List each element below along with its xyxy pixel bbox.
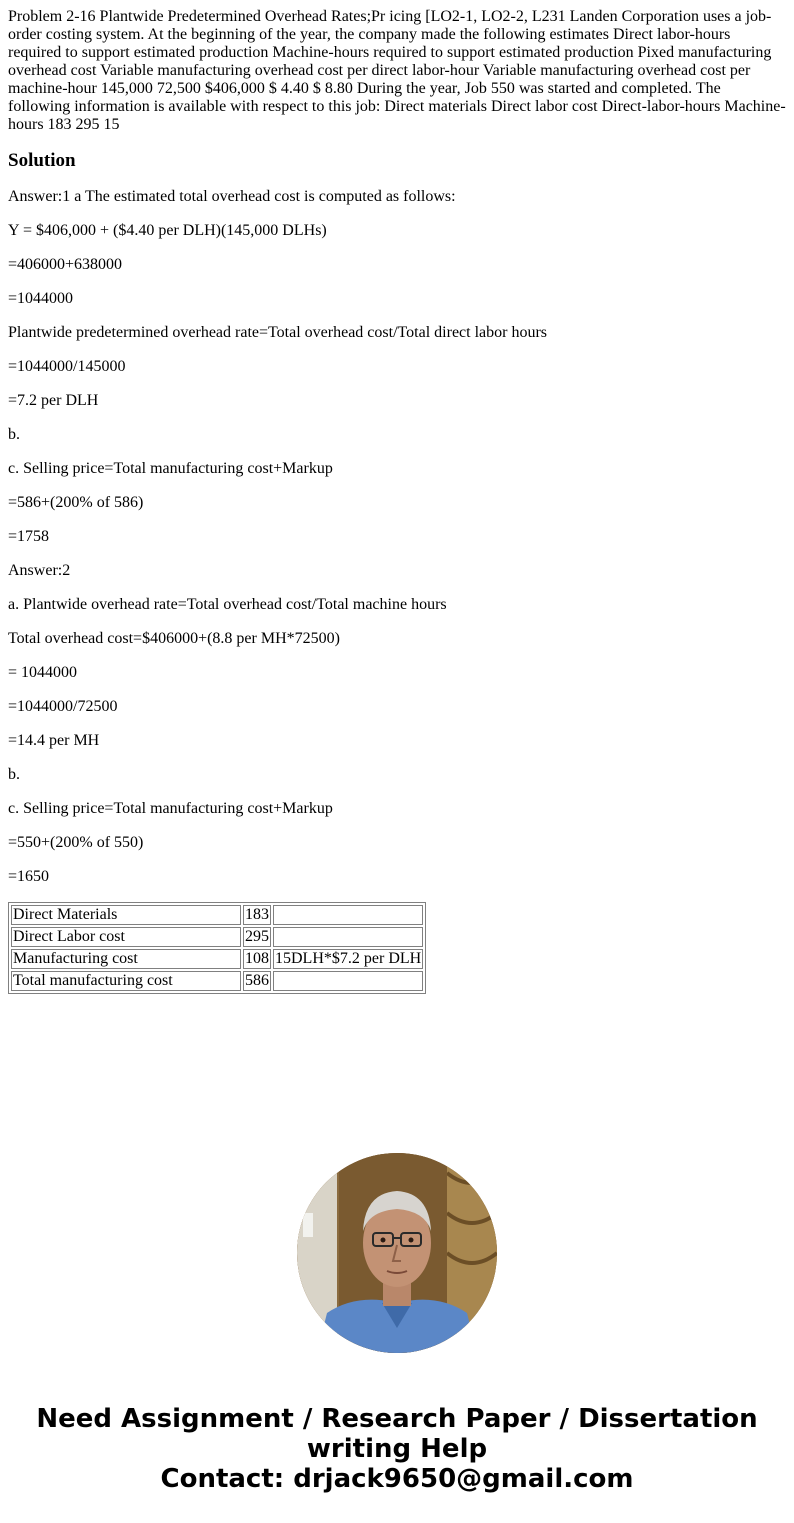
solution-step: =7.2 per DLH	[8, 392, 99, 409]
solution-step: Total overhead cost=$406000+(8.8 per MH*72500)	[8, 630, 340, 647]
solution-step: =1044000/72500	[8, 698, 118, 715]
contact-email: Contact: drjack9650@gmail.com	[160, 1464, 634, 1494]
solution-steps	[8, 188, 786, 886]
solution-step: Y = $406,000 + ($4.40 per DLH)(145,000 DLHs)	[8, 222, 327, 239]
document-body	[8, 8, 786, 994]
solution-heading: Solution	[8, 150, 76, 171]
solution-step: =406000+638000	[8, 256, 123, 273]
cost-table	[8, 902, 426, 994]
solution-step: = 1044000	[8, 664, 78, 681]
table-cell-note	[273, 927, 423, 947]
table-cell-note	[273, 971, 423, 991]
table-row	[11, 949, 423, 969]
author-photo	[297, 1153, 497, 1353]
solution-step: Answer:2	[8, 562, 71, 579]
solution-step: b.	[8, 766, 20, 783]
problem-statement: Problem 2-16 Plantwide Predetermined Overhead Rates;Pr icing [LO2-1, LO2-2, L231 Landen Corporation uses a job-order costing system. At the beginning of the year, the company made the following estimates Direct labor-hours required to support estimated production Machine-hours required to support estimated production Pixed manufacturing overhead cost Variable manufacturing overhead cost per direct labor-hour Variable manufacturing overhead cost per machine-hour 145,000 72,500 $406,000 $ 4.40 $ 8.80 During the year, Job 550 was started and completed. The following information is available with respect to this job: Direct materials Direct labor cost Direct-labor-hours Machine-hours 183 295 15	[8, 8, 786, 133]
table-row	[11, 971, 423, 991]
promo-banner	[0, 1404, 794, 1494]
solution-step: =1044000	[8, 290, 74, 307]
solution-step: Answer:1 a The estimated total overhead cost is computed as follows:	[8, 188, 456, 205]
solution-step: c. Selling price=Total manufacturing cost+Markup	[8, 800, 333, 817]
solution-step: =586+(200% of 586)	[8, 494, 144, 511]
table-row	[11, 927, 423, 947]
solution-step: Plantwide predetermined overhead rate=Total overhead cost/Total direct labor hours	[8, 324, 548, 341]
table-cell-label: Direct Materials	[11, 905, 241, 925]
table-cell-amount: 108	[245, 950, 269, 967]
solution-step: =1758	[8, 528, 50, 545]
table-cell-label: Direct Labor cost	[11, 927, 241, 947]
promo-line: Need Assignment / Research Paper / Dissertation	[36, 1404, 758, 1434]
solution-step: =1044000/145000	[8, 358, 126, 375]
table-cell-amount: 183	[245, 906, 269, 923]
table-row	[11, 905, 423, 925]
solution-step: a. Plantwide overhead rate=Total overhead cost/Total machine hours	[8, 596, 447, 613]
table-cell-label: Total manufacturing cost	[11, 971, 241, 991]
table-cell-amount: 586	[245, 972, 269, 989]
table-cell-note	[273, 905, 423, 925]
promo-line: writing Help	[306, 1434, 488, 1464]
table-cell-amount: 295	[245, 928, 269, 945]
solution-step: b.	[8, 426, 20, 443]
table-cell-label: Manufacturing cost	[11, 949, 241, 969]
solution-step: =1650	[8, 868, 50, 885]
solution-step: c. Selling price=Total manufacturing cost+Markup	[8, 460, 333, 477]
solution-step: =550+(200% of 550)	[8, 834, 144, 851]
solution-step: =14.4 per MH	[8, 732, 100, 749]
table-cell-note: 15DLH*$7.2 per DLH	[275, 950, 422, 967]
